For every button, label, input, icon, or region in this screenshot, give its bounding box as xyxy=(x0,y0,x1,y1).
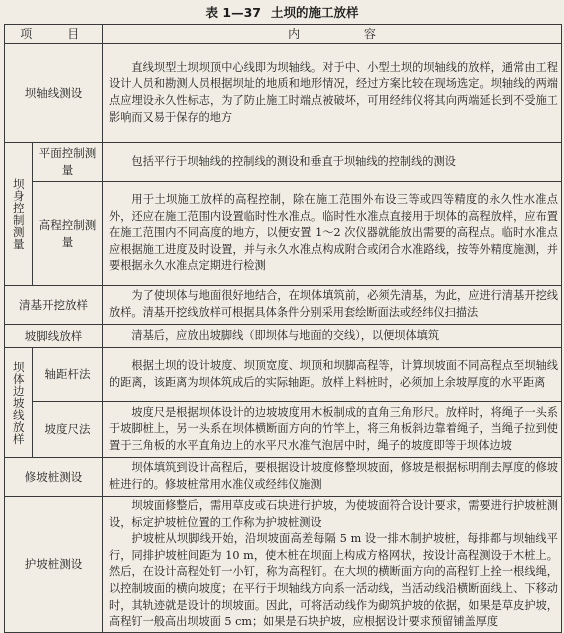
row-label: 护坡桩测设 xyxy=(5,497,103,633)
table-row xyxy=(5,44,562,143)
row-content: 用于土坝施工放样的高程控制，除在施工范围外布设三等或四等精度的永久性水准点外，还应在施工范围内设置临时性水准点。临时性水准点直接用于坝体的高程放样，应布置在施工范围内不同高度的地方，以便安置 1～2 次仪器就能放出需要的高程点。临时水准点应根据施工进度及时设置，并与永久水准点构成附合或闭合水准路线，按等外精度施测，并要根据永久水准点定期进行检测 xyxy=(103,182,562,286)
group-label: 坝体边坡线放样 xyxy=(5,348,33,458)
group-label: 坝身控制测量 xyxy=(5,143,33,286)
row-label: 坝轴线测设 xyxy=(5,44,103,143)
table-number: 表 1—37 xyxy=(205,5,261,20)
row-label: 坡脚线放样 xyxy=(5,325,103,348)
row-content: 为了使坝体与地面很好地结合，在坝体填筑前，必须先清基，为此，应进行清基开挖线放样。清基开挖线放样可根据具体条件分别采用套绘断面法或经纬仪扫描法 xyxy=(103,286,562,325)
header-item: 项 目 xyxy=(5,25,103,44)
table-row xyxy=(5,325,562,348)
row-content xyxy=(103,497,562,633)
table-row xyxy=(5,402,562,458)
row-label: 轴距杆法 xyxy=(33,348,103,402)
row-content: 坝体填筑到设计高程后，要根据设计坡度修整坝坡面，修坡是根据标明削去厚度的修坡桩进行的。修坡桩常用水准仪或经纬仪施测 xyxy=(103,458,562,497)
table-row xyxy=(5,497,562,633)
row-label: 坡度尺法 xyxy=(33,402,103,458)
header-row xyxy=(5,25,562,44)
row-label: 高程控制测量 xyxy=(33,182,103,286)
content-paragraph: 坝坡面修整后，需用草皮或石块进行护坡，为使坡面符合设计要求，需要进行护坡桩测设，标定护坡桩位置的工作称为护坡桩测设 xyxy=(109,499,558,529)
table-row xyxy=(5,458,562,497)
row-label: 清基开挖放样 xyxy=(5,286,103,325)
content-paragraph: 护坡桩从坝脚线开始，沿坝坡面高差每隔 5 m 设一排木制护坡桩，每排都与坝轴线平行，同排护坡桩间距为 10 m，使木桩在坝面上构成方格网状，按设计高程测设于木桩上。然后，在设计高程处钉一小钉，称为高程钉。在大坝的横断面方向的高程钉上拴一根线绳，以控制坡面的横向坡度；在平行于坝轴线方向系一活动线，当活动线沿横断面线上、下移动时，其轨迹就是设计的坝坡面。因此，可将活动线作为砌筑护坡的依据，如果是草皮护坡，高程钉一般高出坝坡面 5 cm；如果是石块护坡，应根据设计要求预留铺盖厚度 xyxy=(109,532,558,629)
header-content: 内 容 xyxy=(103,25,562,44)
table-row xyxy=(5,348,562,402)
construction-layout-table xyxy=(4,24,562,633)
table-caption: 土坝的施工放样 xyxy=(270,5,359,20)
row-content: 包括平行于坝轴线的控制线的测设和垂直于坝轴线的控制线的测设 xyxy=(103,143,562,182)
table-row xyxy=(5,182,562,286)
row-content: 坡度尺是根据坝体设计的边坡坡度用木板制成的直角三角形尺。放样时，将绳子一头系于坡脚桩上，另一头系在坝体横断面方向的竹竿上，将三角板斜边靠着绳子，当绳子拉到使置于三角板的水平直角边上的水平尺水准气泡居中时，绳子的坡度即等于坝体边坡 xyxy=(103,402,562,458)
row-label: 平面控制测量 xyxy=(33,143,103,182)
table-row xyxy=(5,286,562,325)
table-row xyxy=(5,143,562,182)
row-label: 修坡桩测设 xyxy=(5,458,103,497)
table-title xyxy=(0,3,564,23)
row-content: 直线坝型土坝坝顶中心线即为坝轴线。对于中、小型土坝的坝轴线的放样，通常由工程设计人员和勘测人员根据坝址的地质和地形情况，经过方案比较在现场选定。坝轴线的两端点应埋设永久性标志，为了防止施工时端点被破坏，可用经纬仪将其向两端延长到不受施工影响而又易于保存的地方 xyxy=(103,44,562,143)
row-content: 根据土坝的设计坡度、坝顶宽度、坝顶和坝脚高程等，计算坝坡面不同高程点至坝轴线的距离，该距离为坝体筑成后的实际轴距。放样上料桩时，必须加上余坡厚度的水平距离 xyxy=(103,348,562,402)
row-content: 清基后，应放出坡脚线（即坝体与地面的交线），以便坝体填筑 xyxy=(103,325,562,348)
